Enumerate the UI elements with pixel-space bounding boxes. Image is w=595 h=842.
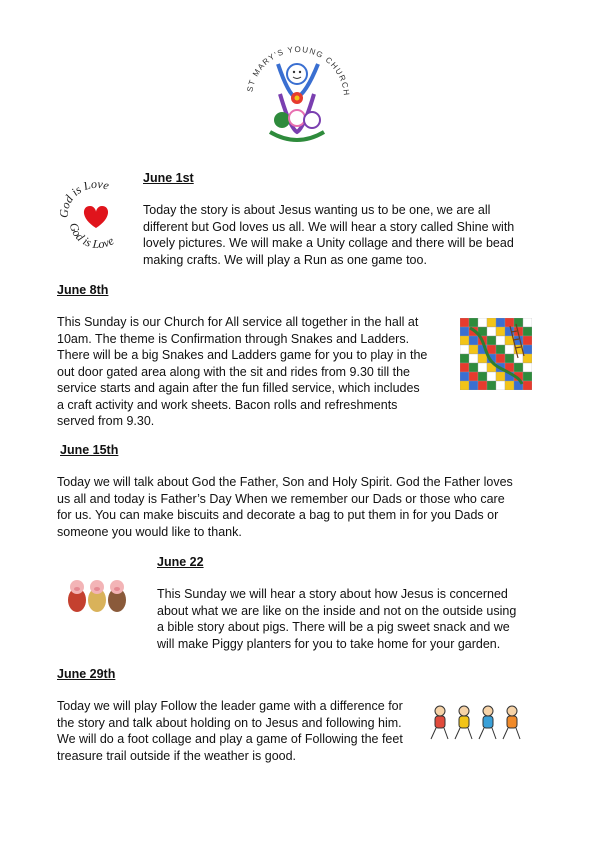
body-line: about what we are like on the inside and not on the outside using xyxy=(157,603,517,618)
section-body-june-1st xyxy=(143,202,514,268)
body-line: a bible story about pigs. There will be a pig sweet snack and we xyxy=(157,620,510,634)
section-heading-june-29th: June 29th xyxy=(57,667,116,681)
section-body-june-15th xyxy=(57,474,513,540)
body-line: 10am. The theme is Confirmation through Snakes and Ladders. xyxy=(57,331,410,346)
body-line: someone you would like to thank. xyxy=(57,524,242,539)
body-line: out door gated area along with the sit and rides from 9.30 till the xyxy=(57,364,410,379)
pigs-image xyxy=(66,578,129,614)
body-line: for us. You can make biscuits and decorate a bag to put them in for you Dads or xyxy=(57,508,499,522)
body-line: There will be a big Snakes and Ladders game for you to play in the xyxy=(57,348,428,362)
body-line: us all and today is Father’s Day When we remember our Dads or those who care xyxy=(57,491,505,506)
logo-arc-text: ST MARY'S YOUNG CHURCH xyxy=(245,44,352,97)
section-heading-june-1st: June 1st xyxy=(143,171,194,185)
body-line: different but God loves us all. We will hear a story called Shine with xyxy=(143,219,515,234)
section-body-june-8th xyxy=(57,314,427,430)
body-line: We will do a foot collage and play a game of Following the feet xyxy=(57,732,403,746)
body-line: will make Piggy planters for you to take home for your garden. xyxy=(157,636,501,651)
body-line: Today we will play Follow the leader game with a difference for xyxy=(57,699,403,713)
section-body-june-29th xyxy=(57,698,403,764)
body-line: the story and talk about holding on to Jesus and following him. xyxy=(57,715,402,730)
body-line: This Sunday we will hear a story about how Jesus is concerned xyxy=(157,587,508,601)
section-heading-june-22: June 22 xyxy=(157,555,204,569)
section-heading-june-8th: June 8th xyxy=(57,283,109,297)
god-is-love-top-text: d is Love xyxy=(61,182,111,206)
body-line: Today the story is about Jesus wanting us to be one, we are all xyxy=(143,203,491,217)
body-line: service starts and again after the fun filled service, which includes xyxy=(57,381,420,395)
body-line: Today we will talk about God the Father, Son and Holy Spirit. God the Father loves xyxy=(57,475,513,489)
god-is-love-image xyxy=(60,182,133,248)
body-line: treasure trail outside if the weather is good. xyxy=(57,748,297,763)
section-body-june-22 xyxy=(157,586,516,652)
body-line: lovely pictures. We will make a Unity collage and there will be bead xyxy=(143,236,514,250)
section-heading-june-15th: June 15th xyxy=(60,443,119,457)
body-line: served from 9.30. xyxy=(57,414,155,428)
body-line: a craft activity and work sheets. Bacon rolls and refreshments xyxy=(57,397,398,412)
god-is-love-bottom-text: God is Love xyxy=(66,221,117,248)
church-logo xyxy=(240,36,355,146)
svg-text:God is Love xyxy=(67,221,117,248)
snakes-and-ladders-image xyxy=(460,318,532,390)
body-line: This Sunday is our Church for All service all together in the hall at xyxy=(57,315,419,329)
children-running-image xyxy=(428,703,532,743)
body-line: making crafts. We will play a Run as one game too. xyxy=(143,252,427,267)
